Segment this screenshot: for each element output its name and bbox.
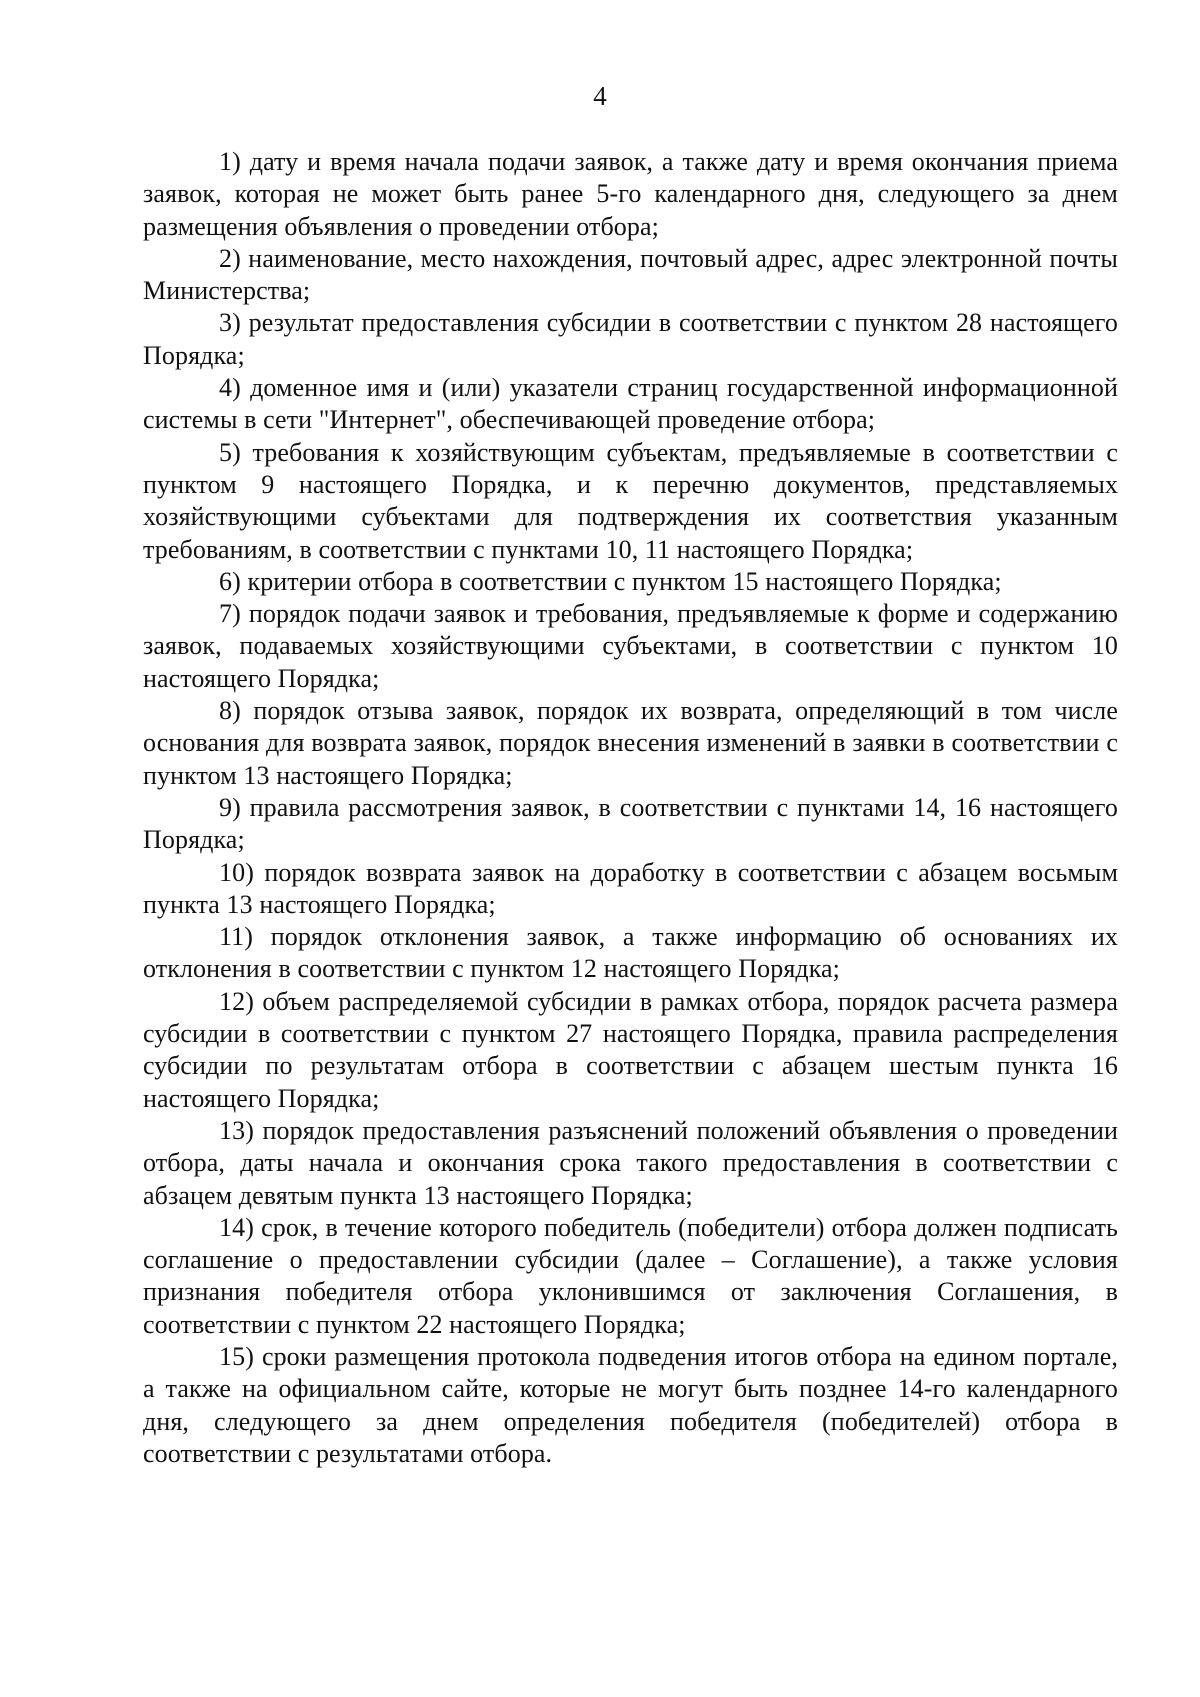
page-number: 4 [593, 81, 607, 111]
list-item: 14) срок, в течение которого победитель (победители) отбора должен подписать соглашение о предоставлении субсидии (далее – Соглашение), а также условия признания победителя отбора уклонившимся от заключения Соглашения, в соответствии с пунктом 22 настоящего Порядка; [143, 1212, 1118, 1339]
list-item: 8) порядок отзыва заявок, порядок их возврата, определяющий в том числе основания для возврата заявок, порядок внесения изменений в заявки в соответствии с пунктом 13 настоящего Порядка; [143, 696, 1118, 790]
list-item: 3) результат предоставления субсидии в соответствии с пунктом 28 настоящего Порядка; [143, 308, 1118, 370]
document-body [143, 146, 1118, 1470]
list-item: 7) порядок подачи заявок и требования, предъявляемые к форме и содержанию заявок, подаваемых хозяйствующими субъектами, в соответствии с пунктом 10 настоящего Порядка; [143, 599, 1118, 693]
list-item: 12) объем распределяемой субсидии в рамках отбора, порядок расчета размера субсидии в соответствии с пунктом 27 настоящего Порядка, правила распределения субсидии по результатам отбора в соответствии с абзацем шестым пункта 16 настоящего Порядка; [143, 986, 1118, 1113]
list-item: 15) сроки размещения протокола подведения итогов отбора на едином портале, а также на официальном сайте, которые не могут быть позднее 14-го календарного дня, следующего за днем определения победителя (победителей) отбора в соответствии с результатами отбора. [143, 1341, 1118, 1468]
list-item: 13) порядок предоставления разъяснений положений объявления о проведении отбора, даты начала и окончания срока такого предоставления в соответствии с абзацем девятым пункта 13 настоящего Порядка; [143, 1115, 1118, 1210]
list-item: 10) порядок возврата заявок на доработку в соответствии с абзацем восьмым пункта 13 настоящего Порядка; [143, 857, 1118, 919]
list-item: 11) порядок отклонения заявок, а также информацию об основаниях их отклонения в соответствии с пунктом 12 настоящего Порядка; [143, 922, 1118, 984]
list-item: 6) критерии отбора в соответствии с пунктом 15 настоящего Порядка; [219, 566, 1002, 596]
list-item: 1) дату и время начала подачи заявок, а также дату и время окончания приема заявок, которая не может быть ранее 5-го календарного дня, следующего за днем размещения объявления о проведении отбора; [143, 147, 1118, 241]
list-item: 9) правила рассмотрения заявок, в соответствии с пунктами 14, 16 настоящего Порядка; [143, 792, 1118, 855]
list-item: 2) наименование, место нахождения, почтовый адрес, адрес электронной почты Министерства; [143, 243, 1118, 306]
list-item: 5) требования к хозяйствующим субъектам, предъявляемые в соответствии с пунктом 9 настоящего Порядка, и к перечню документов, представляемых хозяйствующими субъектами для подтверждения их соответствия указанным требованиям, в соответствии с пунктами 10, 11 настоящего Порядка; [143, 437, 1118, 564]
list-item: 4) доменное имя и (или) указатели страниц государственной информационной системы в сети "Интернет", обеспечивающей проведение отбора; [143, 373, 1118, 435]
